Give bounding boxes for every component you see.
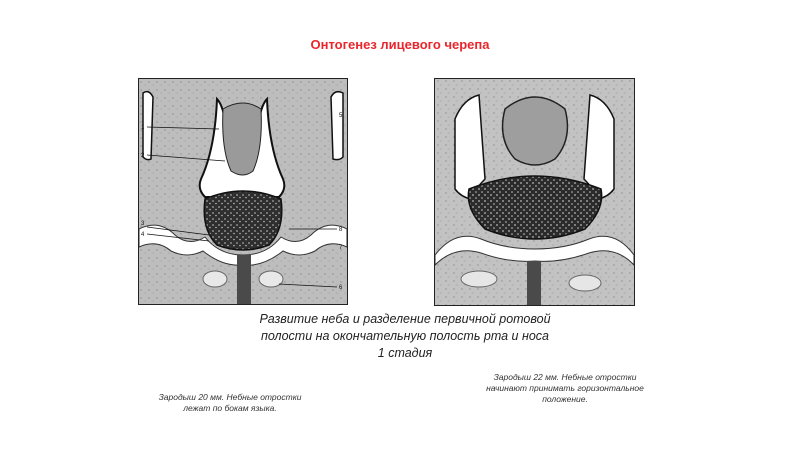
right-section-drawing [435, 79, 634, 305]
left-section-drawing [139, 79, 347, 304]
main-caption-line-3: 1 стадия [377, 346, 433, 360]
main-caption [180, 311, 630, 362]
left-figure-caption [140, 392, 320, 414]
slide-title: Онтогенез лицевого черепа [310, 37, 490, 52]
label-3: 3 [141, 221, 145, 227]
label-4: 4 [141, 232, 145, 238]
left-caption-line-1: Зародыш 20 мм. Небные отростки [158, 392, 302, 402]
label-5: 5 [339, 113, 343, 119]
right-figure-caption [460, 372, 670, 405]
histology-image-20mm [138, 78, 348, 305]
main-caption-line-1: Развитие неба и разделение первичной ротовой [259, 312, 551, 326]
label-6: 6 [339, 285, 343, 291]
left-caption-line-2: лежат по бокам языка. [183, 403, 277, 413]
right-caption-line-3: положение. [542, 394, 588, 404]
main-caption-line-2: полости на окончательную полость рта и носа [260, 329, 549, 343]
right-caption-line-2: начинают принимать горизонтальное [486, 383, 644, 393]
label-7: 7 [339, 245, 343, 251]
right-caption-line-1: Зародыш 22 мм. Небные отростки [493, 372, 637, 382]
label-8: 8 [339, 227, 343, 233]
histology-image-22mm [434, 78, 635, 306]
label-2: 2 [141, 153, 145, 159]
label-1: 1 [141, 125, 145, 131]
